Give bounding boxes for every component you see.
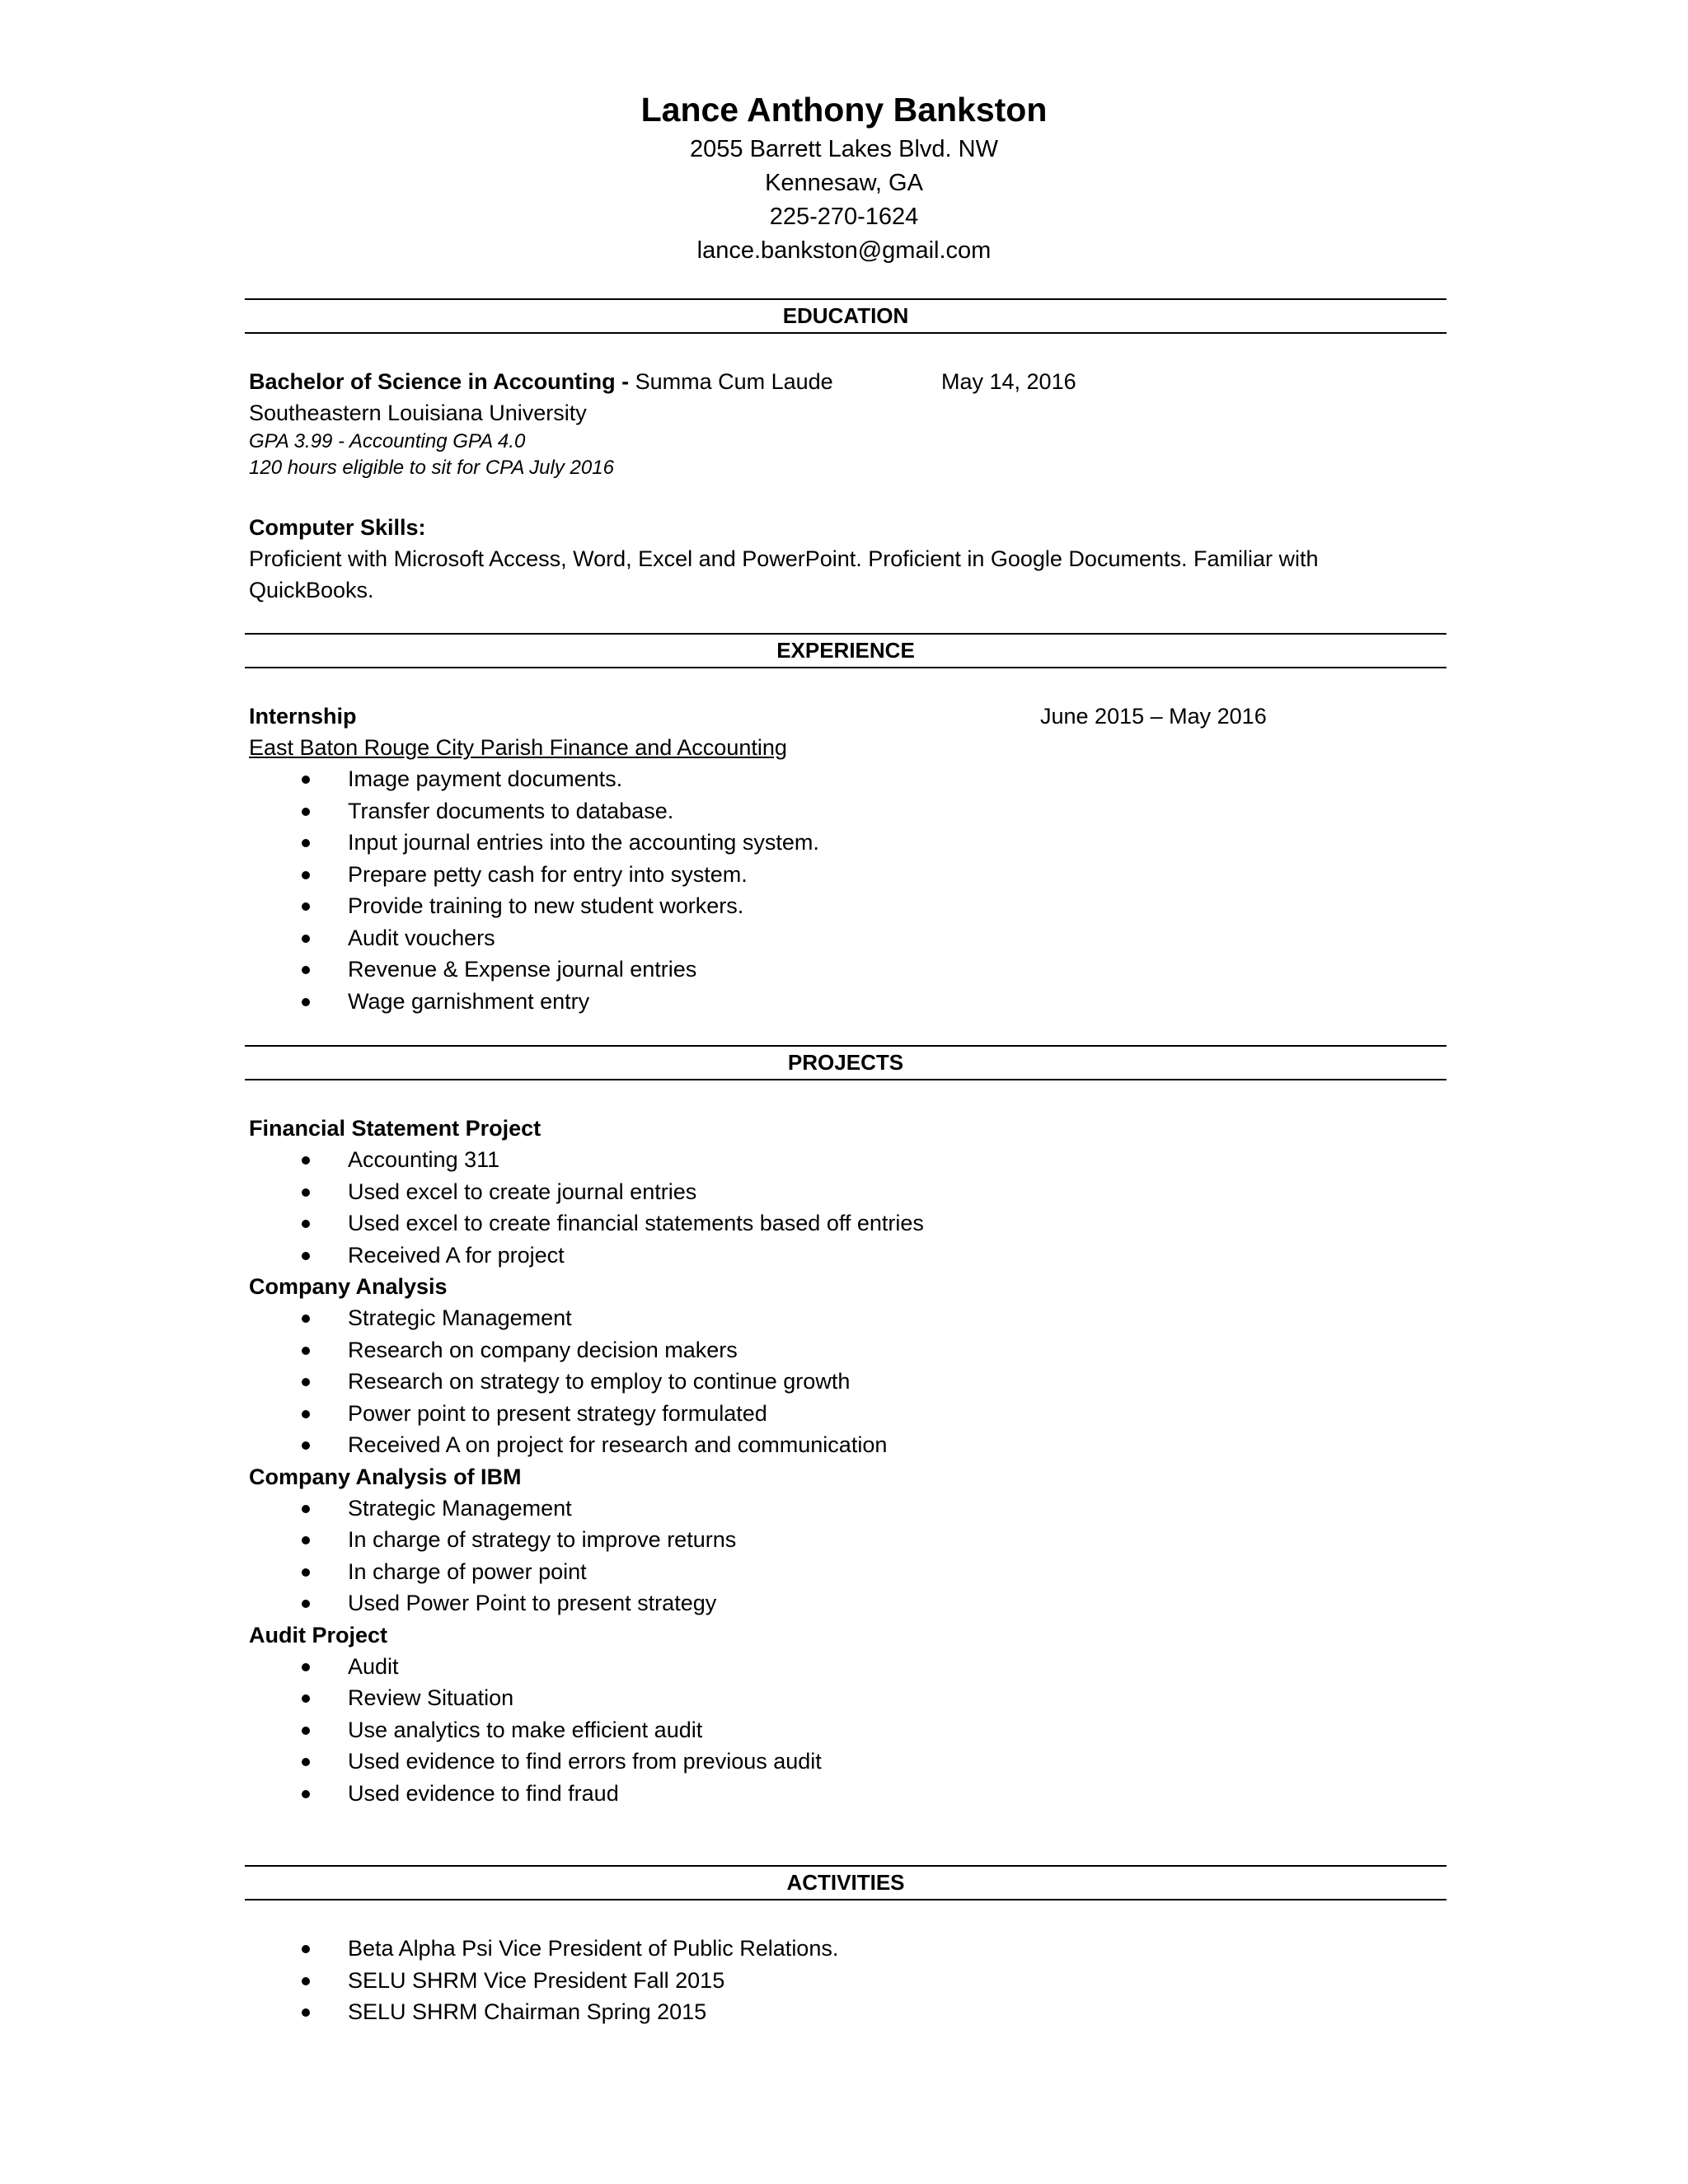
experience-section [249,701,1444,1017]
list-item: In charge of strategy to improve returns [249,1524,1444,1556]
address-line-1: 2055 Barrett Lakes Blvd. NW [690,136,998,162]
school-name: Southeastern Louisiana University [249,401,587,425]
list-item: SELU SHRM Vice President Fall 2015 [249,1965,1444,1997]
list-item: Accounting 311 [249,1144,1444,1176]
job-title: Internship [249,704,357,729]
list-item: Use analytics to make efficient audit [249,1714,1444,1746]
employer-row [249,732,1444,763]
experience-heading: EXPERIENCE [245,633,1447,668]
list-item: Strategic Management [249,1493,1444,1525]
resume-header [0,87,1688,268]
list-item: Image payment documents. [249,763,1444,795]
computer-skills-text: Proficient with Microsoft Access, Word, Excel and PowerPoint. Proficient in Google Documents. Familiar with QuickBooks. [249,546,1319,602]
activities-section [249,1933,1444,2028]
projects-heading: PROJECTS [245,1045,1447,1080]
job-title-row [249,701,1444,732]
list-item: Beta Alpha Psi Vice President of Public Relations. [249,1933,1444,1965]
computer-skills-section [249,512,1444,606]
list-item: Power point to present strategy formulated [249,1398,1444,1430]
list-item: Received A for project [249,1240,1444,1272]
project-title: Financial Statement Project [249,1116,542,1141]
list-item: Research on company decision makers [249,1334,1444,1366]
list-item: Received A on project for research and communication [249,1429,1444,1461]
degree-title: Bachelor of Science in Accounting - [249,369,630,394]
list-item: Strategic Management [249,1302,1444,1334]
address-line-2: Kennesaw, GA [765,170,923,196]
list-item: Used evidence to find fraud [249,1778,1444,1810]
list-item: Revenue & Expense journal entries [249,954,1444,986]
degree-honors: Summa Cum Laude [629,369,833,394]
gpa-line: GPA 3.99 - Accounting GPA 4.0 [249,430,526,452]
list-item: Input journal entries into the accounting system. [249,827,1444,859]
project-bullet-list [249,1144,1444,1271]
projects-section [249,1113,1444,1809]
computer-skills-label: Computer Skills: [249,515,426,540]
list-item: Transfer documents to database. [249,795,1444,827]
job-dates: June 2015 – May 2016 [1040,704,1267,729]
list-item: SELU SHRM Chairman Spring 2015 [249,1996,1444,2028]
project-bullet-list [249,1493,1444,1619]
list-item: Prepare petty cash for entry into system. [249,859,1444,891]
list-item: Used excel to create journal entries [249,1176,1444,1208]
degree-row [249,366,1444,397]
list-item: Used evidence to find errors from previous audit [249,1746,1444,1778]
project-bullet-list [249,1302,1444,1461]
project-bullet-list [249,1651,1444,1810]
activities-bullet-list [249,1933,1444,2028]
list-item: Wage garnishment entry [249,986,1444,1018]
employer-name: East Baton Rouge City Parish Finance and Accounting [249,735,787,760]
list-item: Audit [249,1651,1444,1683]
email-address: lance.bankston@gmail.com [696,237,992,264]
graduation-date: May 14, 2016 [941,369,1076,394]
list-item: Provide training to new student workers. [249,890,1444,922]
list-item: Audit vouchers [249,922,1444,954]
list-item: In charge of power point [249,1556,1444,1588]
project-title: Company Analysis of IBM [249,1464,522,1489]
phone-number: 225-270-1624 [769,204,919,230]
candidate-name: Lance Anthony Bankston [640,91,1048,129]
project-title: Audit Project [249,1622,388,1647]
activities-heading: ACTIVITIES [245,1865,1447,1900]
list-item: Used excel to create financial statements based off entries [249,1207,1444,1240]
list-item: Used Power Point to present strategy [249,1587,1444,1619]
list-item: Review Situation [249,1682,1444,1714]
experience-bullet-list [249,763,1444,1017]
education-heading: EDUCATION [245,298,1447,334]
education-section [249,366,1444,481]
project-title: Company Analysis [249,1274,448,1299]
list-item: Research on strategy to employ to continue growth [249,1366,1444,1398]
cpa-eligibility: 120 hours eligible to sit for CPA July 2016 [249,457,614,479]
